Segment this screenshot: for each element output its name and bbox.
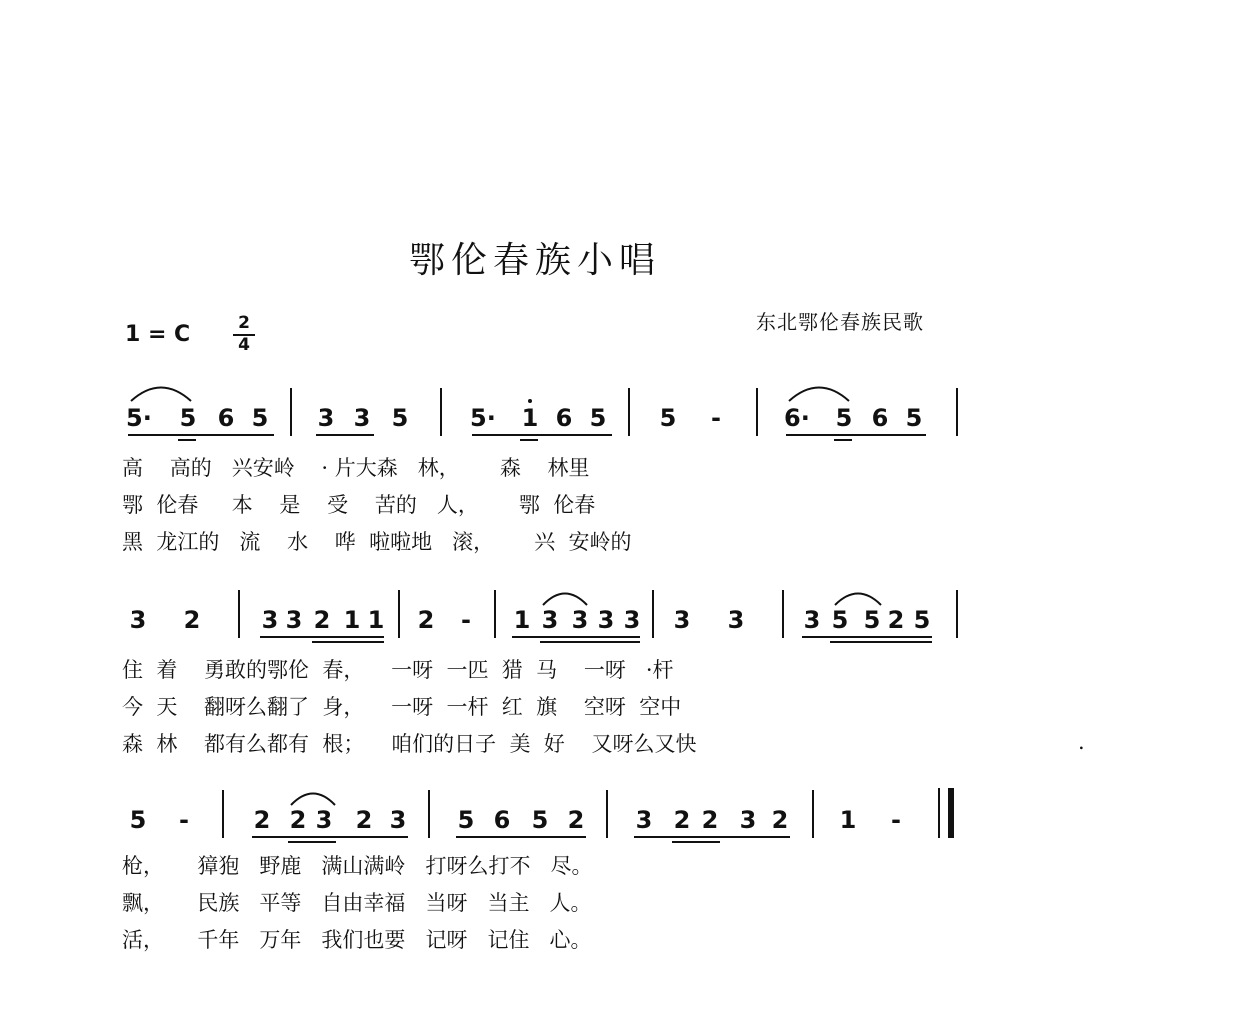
dash: - <box>891 806 901 834</box>
lyric-line: 高 高的 兴安岭 · 片大森 林， 森 林里 <box>122 456 590 480</box>
beam <box>312 641 384 643</box>
barline <box>628 388 630 436</box>
note: 3 <box>541 606 559 634</box>
barline <box>494 590 496 638</box>
barline <box>222 790 224 838</box>
note: 2 <box>253 806 271 834</box>
note: 5 <box>129 806 147 834</box>
note: 2 <box>673 806 691 834</box>
slur <box>128 380 194 404</box>
dash: - <box>711 404 721 432</box>
note: 5· <box>126 404 152 432</box>
slur <box>540 586 590 608</box>
note: 5 <box>589 404 607 432</box>
slur <box>832 586 884 608</box>
lyric-line: 黑 龙江的 流 水 哗 啦啦地 滚， 兴 安岭的 <box>122 530 632 554</box>
barline <box>652 590 654 638</box>
beam <box>802 636 932 638</box>
note: 3 <box>353 404 371 432</box>
barline <box>606 790 608 838</box>
barline <box>812 790 814 838</box>
note: 6 <box>493 806 511 834</box>
beam <box>316 434 374 436</box>
note: 2 <box>417 606 435 634</box>
note: 2 <box>183 606 201 634</box>
beam <box>512 636 640 638</box>
lyric-line: 森 林 都有么都有 根； 咱们的日子 美 好 又呀么又快 <box>122 732 697 756</box>
note: 5 <box>863 606 881 634</box>
note: 3 <box>261 606 279 634</box>
lyric-line: 住 着 勇敢的鄂伦 春， 一呀 一匹 猎 马 一呀 ·杆 <box>122 658 674 682</box>
note: 6· <box>784 404 810 432</box>
barline <box>398 590 400 638</box>
barline <box>956 590 958 638</box>
note: 3 <box>673 606 691 634</box>
note: 5· <box>470 404 496 432</box>
beam <box>178 439 196 441</box>
lyric-line: 活， 千年 万年 我们也要 记呀 记住 心。 <box>122 928 592 952</box>
note: 6 <box>217 404 235 432</box>
lyric-line: 今 天 翻呀么翻了 身， 一呀 一杆 红 旗 空呀 空中 <box>122 695 682 719</box>
beam <box>472 434 612 436</box>
note: 2 <box>313 606 331 634</box>
note: 3 <box>739 806 757 834</box>
note: 6 <box>871 404 889 432</box>
note: 5 <box>457 806 475 834</box>
lyric-line: 飘， 民族 平等 自由幸福 当呀 当主 人。 <box>122 891 592 915</box>
note: 3 <box>317 404 335 432</box>
barline <box>440 388 442 436</box>
note: 5 <box>251 404 269 432</box>
beam <box>288 841 336 843</box>
note: 2 <box>289 806 307 834</box>
time-signature <box>233 314 255 355</box>
lyric-line: 鄂 伦春 本 是 受 苦的 人， 鄂 伦春 <box>122 493 596 517</box>
note: 3 <box>129 606 147 634</box>
high-dot <box>528 399 532 403</box>
note: 5 <box>179 404 197 432</box>
note: 2 <box>355 806 373 834</box>
note: 5 <box>831 606 849 634</box>
beam <box>520 439 538 441</box>
time-numerator: 2 <box>233 314 255 336</box>
note: 3 <box>571 606 589 634</box>
beam <box>128 434 274 436</box>
beam <box>540 641 640 643</box>
final-barline-thin <box>938 788 940 838</box>
beam <box>830 641 932 643</box>
note: 3 <box>727 606 745 634</box>
beam <box>672 841 720 843</box>
note: 1 <box>343 606 361 634</box>
note: 2 <box>771 806 789 834</box>
note: 3 <box>315 806 333 834</box>
slur <box>786 380 852 404</box>
note: 3 <box>635 806 653 834</box>
time-denominator: 4 <box>238 335 250 355</box>
dash: - <box>461 606 471 634</box>
beam <box>260 636 384 638</box>
dash: - <box>179 806 189 834</box>
beam <box>786 434 926 436</box>
note: 6 <box>555 404 573 432</box>
beam <box>456 836 586 838</box>
song-subtitle: 东北鄂伦春族民歌 <box>756 310 924 334</box>
note: 1 <box>367 606 385 634</box>
barline <box>428 790 430 838</box>
note: 2 <box>567 806 585 834</box>
barline <box>756 388 758 436</box>
note: 1 <box>521 404 539 432</box>
final-barline-thick <box>948 788 954 838</box>
note: 1 <box>513 606 531 634</box>
note: 2 <box>701 806 719 834</box>
barline <box>956 388 958 436</box>
key-signature: 1 = C <box>125 322 191 347</box>
note: 5 <box>659 404 677 432</box>
lyric-line: 枪， 獐狍 野鹿 满山满岭 打呀么打不 尽。 <box>122 854 593 878</box>
note: 3 <box>285 606 303 634</box>
note: 3 <box>623 606 641 634</box>
song-title: 鄂伦春族小唱 <box>408 240 661 281</box>
beam <box>834 439 852 441</box>
note: 1 <box>839 806 857 834</box>
note: 3 <box>597 606 615 634</box>
beam <box>634 836 790 838</box>
note: 3 <box>803 606 821 634</box>
note: 2 <box>887 606 905 634</box>
barline <box>290 388 292 436</box>
note: 5 <box>531 806 549 834</box>
note: 3 <box>389 806 407 834</box>
slur <box>288 786 338 808</box>
beam <box>252 836 408 838</box>
barline <box>782 590 784 638</box>
barline <box>238 590 240 638</box>
note: 5 <box>391 404 409 432</box>
note: 5 <box>913 606 931 634</box>
stray-mark: . <box>1078 730 1085 754</box>
note: 5 <box>835 404 853 432</box>
note: 5 <box>905 404 923 432</box>
